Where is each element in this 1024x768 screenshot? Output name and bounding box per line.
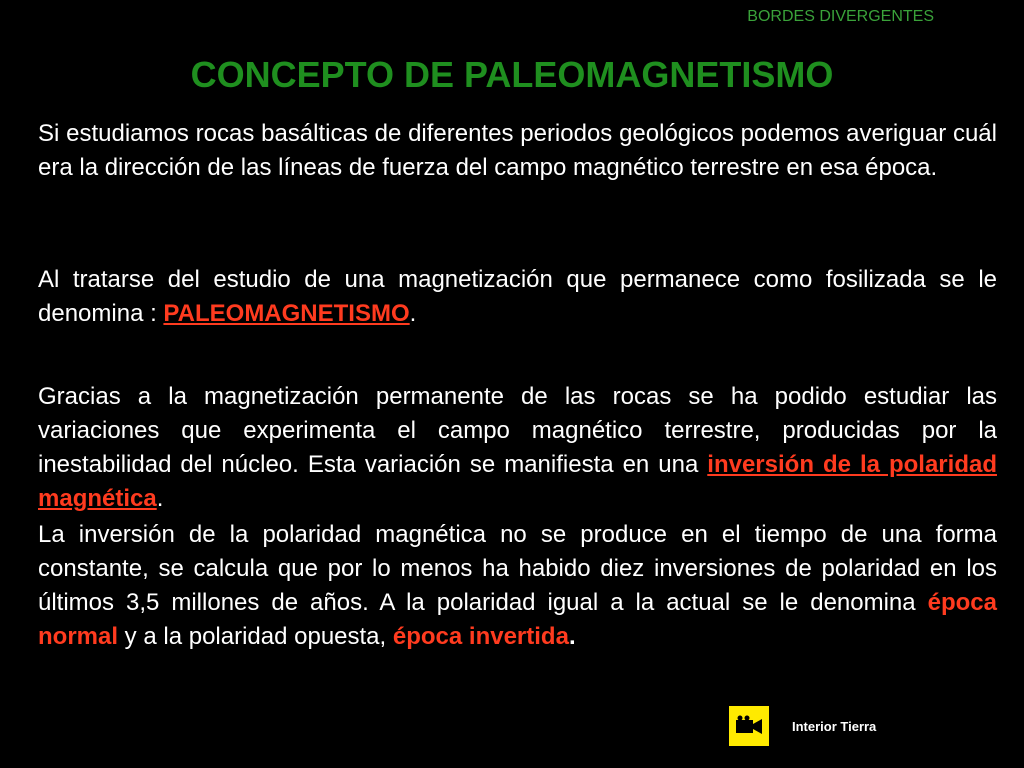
paragraph-text: Al tratarse del estudio de una magnetización que permanece como fosilizada se le denomina : [38,266,997,327]
paragraph-inversiones [38,518,997,654]
video-camera-icon [734,715,764,737]
paragraph-definicion [38,263,997,331]
paragraph-rocas-basalticas: Si estudiamos rocas basálticas de diferentes periodos geológicos podemos averiguar cuál era la dirección de las líneas de fuerza del campo magnético terrestre en esa época. [38,120,997,181]
paragraph-text: Gracias a la magnetización permanente de las rocas se ha podido estudiar las variaciones que experimenta el campo magnético terrestre, producidas por la inestabilidad del núcleo. Esta variación se manifiesta en una [38,383,997,478]
term-epoca-invertida: época invertida [392,623,569,650]
term-paleomagnetismo: PALEOMAGNETISMO [163,300,410,327]
video-button[interactable] [729,706,769,746]
paragraph-text: y a la polaridad opuesta, [118,623,393,650]
section-label: BORDES DIVERGENTES [747,8,934,25]
term-inversion-polaridad: inversión de la polaridad magnética [38,451,997,512]
paragraph-variaciones [38,380,997,516]
page-title: CONCEPTO DE PALEOMAGNETISMO [190,54,834,95]
paragraph-text: La inversión de la polaridad magnética no se produce en el tiempo de una forma constante, se calcula que por lo menos ha habido diez inversiones de polaridad en los últimos 3,5 millones de años. A la polaridad igual a la actual se le denomina [38,521,997,616]
paragraph-end: . [156,485,164,512]
term-epoca-normal: época normal [38,589,997,650]
paragraph-end: . [568,623,576,650]
paragraph-end: . [409,300,417,327]
interior-tierra-link[interactable]: Interior Tierra [792,719,877,734]
